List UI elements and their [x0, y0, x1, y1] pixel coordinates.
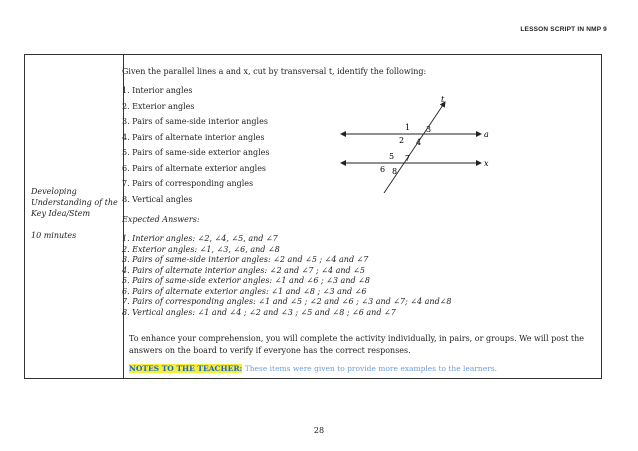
teacher-note-label: NOTES TO THE TEACHER:: [129, 364, 243, 373]
question-item: 2. Exterior angles: [122, 101, 195, 111]
question-item: 4. Pairs of alternate interior angles: [122, 132, 265, 142]
angle-label-4: 4: [416, 138, 422, 147]
question-item: 6. Pairs of alternate exterior angles: [122, 163, 267, 173]
parallel-lines-diagram: [335, 93, 495, 193]
answer-item: 4. Pairs of alternate interior angles: ∠2 and ∠7 ; ∠4 and ∠5: [122, 265, 365, 275]
answer-item: 5. Pairs of same-side exterior angles: ∠1 and ∠6 ; ∠3 and ∠8: [122, 276, 370, 285]
answer-item: 7. Pairs of corresponding angles: ∠1 and ∠5 ; ∠2 and ∠6 ; ∠3 and ∠7; ∠4 and∠8: [122, 297, 452, 306]
angle-label-3: 3: [426, 125, 432, 134]
angle-label-6: 6: [380, 165, 386, 174]
label-a: a: [484, 130, 489, 139]
question-item: 7. Pairs of corresponding angles: [122, 179, 254, 188]
instruction-paragraph: To enhance your comprehension, you will complete the activity individually, in pairs, or groups. We will post the answers on the board to verify if everyone has the correct responses.: [129, 334, 584, 355]
answer-item: 8. Vertical angles: ∠1 and ∠4 ; ∠2 and ∠3 ; ∠5 and ∠8 ; ∠6 and ∠7: [122, 307, 396, 317]
left-column: [31, 186, 121, 241]
teacher-note-text: These items were given to provide more examples to the learners.: [242, 364, 497, 373]
answer-item: 1. Interior angles: ∠2, ∠4, ∠5, and ∠7: [122, 234, 278, 243]
page-number: 28: [313, 426, 325, 435]
answer-list: [122, 234, 592, 318]
answer-item: 6. Pairs of alternate exterior angles: ∠1 and ∠8 ; ∠3 and ∠6: [122, 286, 367, 296]
angle-label-8: 8: [392, 167, 398, 176]
expected-answers-label: Expected Answers:: [122, 215, 200, 224]
section-title: Developing Understanding of the Key Idea/Stem: [31, 187, 118, 218]
question-item: 3. Pairs of same-side interior angles: [122, 117, 268, 126]
transversal-t: [384, 102, 445, 193]
answer-item: 2. Exterior angles: ∠1, ∠3, ∠6, and ∠8: [122, 244, 280, 254]
angle-label-2: 2: [399, 136, 405, 145]
question-item: 8. Vertical angles: [122, 194, 193, 204]
angle-label-7: 7: [405, 154, 411, 163]
intro-text: Given the parallel lines a and x, cut by transversal t, identify the following:: [122, 67, 427, 76]
question-item: 1. Interior angles: [122, 86, 193, 95]
duration-label: 10 minutes: [31, 231, 77, 240]
label-x: x: [484, 159, 489, 168]
teacher-note: [129, 364, 497, 374]
document-header-title: LESSON SCRIPT IN NMP 9: [520, 26, 607, 33]
question-item: 5. Pairs of same-side exterior angles: [122, 148, 270, 157]
label-t: t: [441, 95, 445, 104]
angle-label-1: 1: [405, 123, 411, 132]
angle-label-5: 5: [389, 152, 395, 161]
answer-item: 3. Pairs of same-side interior angles: ∠2 and ∠5 ; ∠4 and ∠7: [122, 255, 369, 264]
